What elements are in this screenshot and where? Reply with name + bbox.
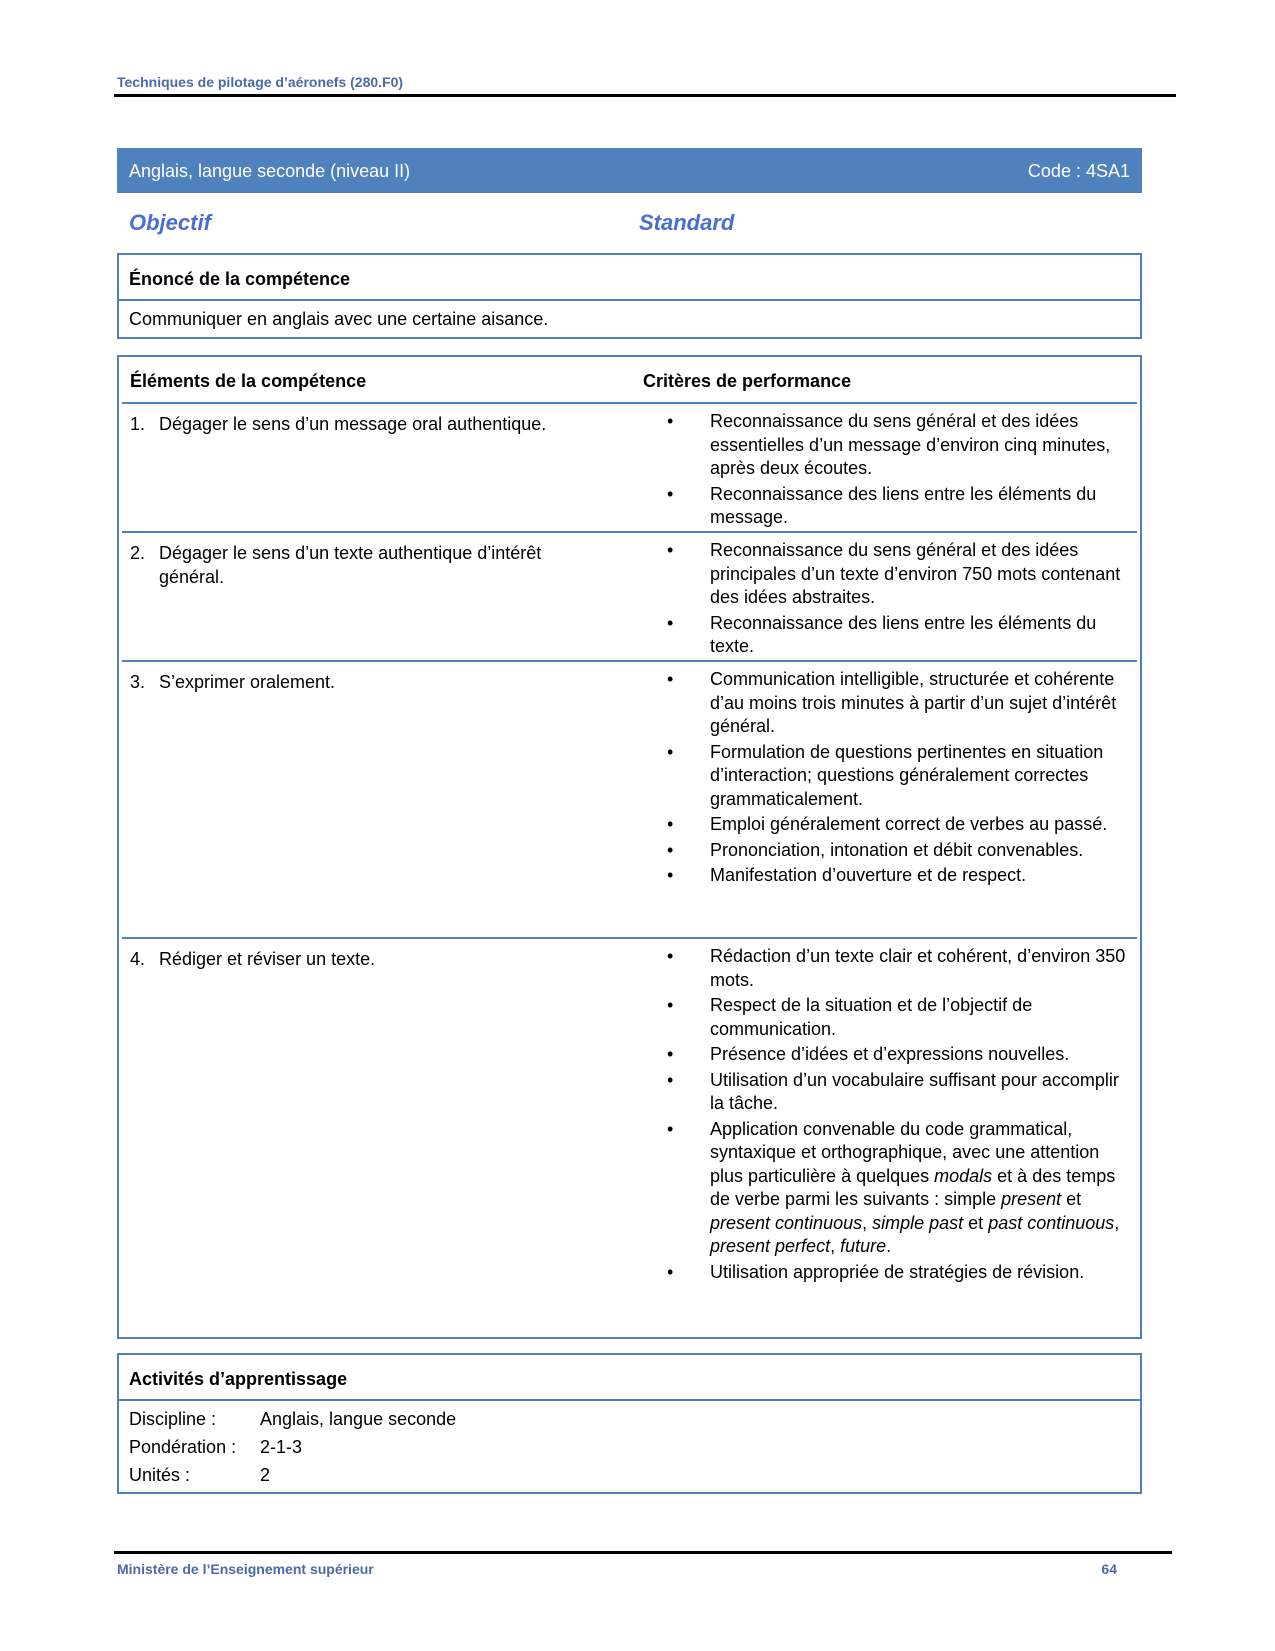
element-number: 1. [130, 414, 146, 434]
discipline-line [129, 1405, 1130, 1433]
criterion: • Reconnaissance des liens entre les éléments du message. [667, 483, 1097, 527]
bullet: • [667, 669, 674, 689]
element-number: 2. [130, 543, 146, 563]
unites-label: Unités : [129, 1465, 191, 1485]
element-number: 4. [130, 949, 146, 969]
enonce-text: Communiquer en anglais avec une certaine aisance. [119, 299, 1140, 338]
bullet: • [667, 839, 674, 860]
bullet: • [667, 1261, 674, 1282]
criterion: • Communication intelligible, structurée et cohérente d’au moins trois minutes à partir d’un sujet d’intérêt général. [667, 669, 1117, 736]
ponderation-value: 2-1-3 [260, 1437, 303, 1457]
criteria-cell [667, 410, 1137, 532]
criterion: • Reconnaissance des liens entre les éléments du texte. [667, 612, 1097, 656]
running-header: Techniques de pilotage d’aéronefs (280.F0) [117, 74, 404, 90]
ponderation-line [129, 1433, 1130, 1461]
unites-line [129, 1461, 1130, 1489]
elements-header: Éléments de la compétence [130, 371, 367, 391]
criterion: • Respect de la situation et de l’objectif de communication. [667, 995, 1033, 1039]
bullet: • [667, 483, 674, 504]
table-row [122, 404, 1137, 533]
discipline-label: Discipline : [129, 1409, 217, 1429]
bullet: • [667, 814, 674, 834]
footer-rule [114, 1551, 1172, 1554]
element-text: S’exprimer oralement. [159, 672, 336, 692]
element-cell [130, 412, 610, 436]
element-cell [130, 670, 610, 694]
bullet: • [667, 995, 674, 1015]
criterion: • Prononciation, intonation et débit convenables. [667, 839, 1137, 863]
criterion: • Manifestation d’ouverture et de respect. [667, 864, 1137, 888]
course-title: Anglais, langue seconde (niveau II) [129, 161, 411, 181]
activites-box [117, 1353, 1142, 1494]
page-number: 64 [1101, 1561, 1117, 1577]
criterion-grammar: • Application convenable du code grammatical, syntaxique et orthographique, avec une attention plus particulière à quelques modals et à des temps de verbe parmi les suivants : simple present et present continuous, simple past et past continuous, present perfect, future. [667, 1118, 1120, 1256]
criterion: • Reconnaissance du sens général et des idées essentielles d’un message d’environ cinq minutes, après deux écoutes. [667, 411, 1111, 478]
bullet: • [667, 865, 674, 885]
activites-title: Activités d’apprentissage [129, 1369, 348, 1389]
unites-value: 2 [260, 1465, 271, 1485]
objectif-heading: Objectif [129, 210, 211, 235]
table-row [122, 939, 1137, 1339]
criteria-header: Critères de performance [643, 371, 852, 391]
criterion: • Utilisation appropriée de stratégies de révision. [667, 1261, 1137, 1285]
running-footer [117, 1561, 1117, 1577]
element-text: Dégager le sens d’un texte authentique d’intérêt général. [159, 543, 542, 587]
ponderation-label: Pondération : [129, 1437, 237, 1457]
competence-table [117, 355, 1142, 1339]
enonce-title: Énoncé de la compétence [129, 269, 351, 289]
criteria-cell [667, 945, 1137, 1286]
table-header [122, 360, 1137, 404]
element-text: Dégager le sens d’un message oral authentique. [159, 414, 547, 434]
table-row [122, 662, 1137, 939]
course-code: Code : 4SA1 [1027, 161, 1130, 181]
element-cell [130, 947, 610, 971]
criterion: • Formulation de questions pertinentes en situation d’interaction; questions généralement correctes grammaticalement. [667, 741, 1104, 809]
table-row [122, 533, 1137, 662]
header-rule [114, 94, 1176, 97]
element-cell [130, 541, 610, 589]
bullet: • [667, 1069, 674, 1090]
criterion: • Rédaction d’un texte clair et cohérent, d’environ 350 mots. [667, 946, 1126, 990]
enonce-box [117, 253, 1142, 339]
criterion: • Présence d’idées et d’expressions nouvelles. [667, 1043, 1137, 1067]
bullet: • [667, 1044, 674, 1064]
bullet: • [667, 612, 674, 633]
bullet: • [667, 741, 674, 762]
discipline-value: Anglais, langue seconde [260, 1409, 457, 1429]
element-text: Rédiger et réviser un texte. [159, 949, 376, 969]
criterion: • Emploi généralement correct de verbes au passé. [667, 813, 1137, 837]
bullet: • [667, 540, 674, 560]
bullet: • [667, 1118, 674, 1139]
bullet: • [667, 946, 674, 966]
standard-heading: Standard [639, 210, 735, 235]
criterion: • Reconnaissance du sens général et des idées principales d’un texte d’environ 750 mots contenant des idées abstraites. [667, 540, 1121, 607]
ministry-name: Ministère de l’Enseignement supérieur [117, 1561, 374, 1577]
criteria-cell [667, 539, 1137, 661]
activites-details [119, 1399, 1140, 1497]
course-title-bar [117, 148, 1142, 193]
bullet: • [667, 411, 674, 431]
criteria-cell [667, 668, 1137, 890]
element-number: 3. [130, 672, 146, 692]
criterion: • Utilisation d’un vocabulaire suffisant pour accomplir la tâche. [667, 1069, 1119, 1113]
